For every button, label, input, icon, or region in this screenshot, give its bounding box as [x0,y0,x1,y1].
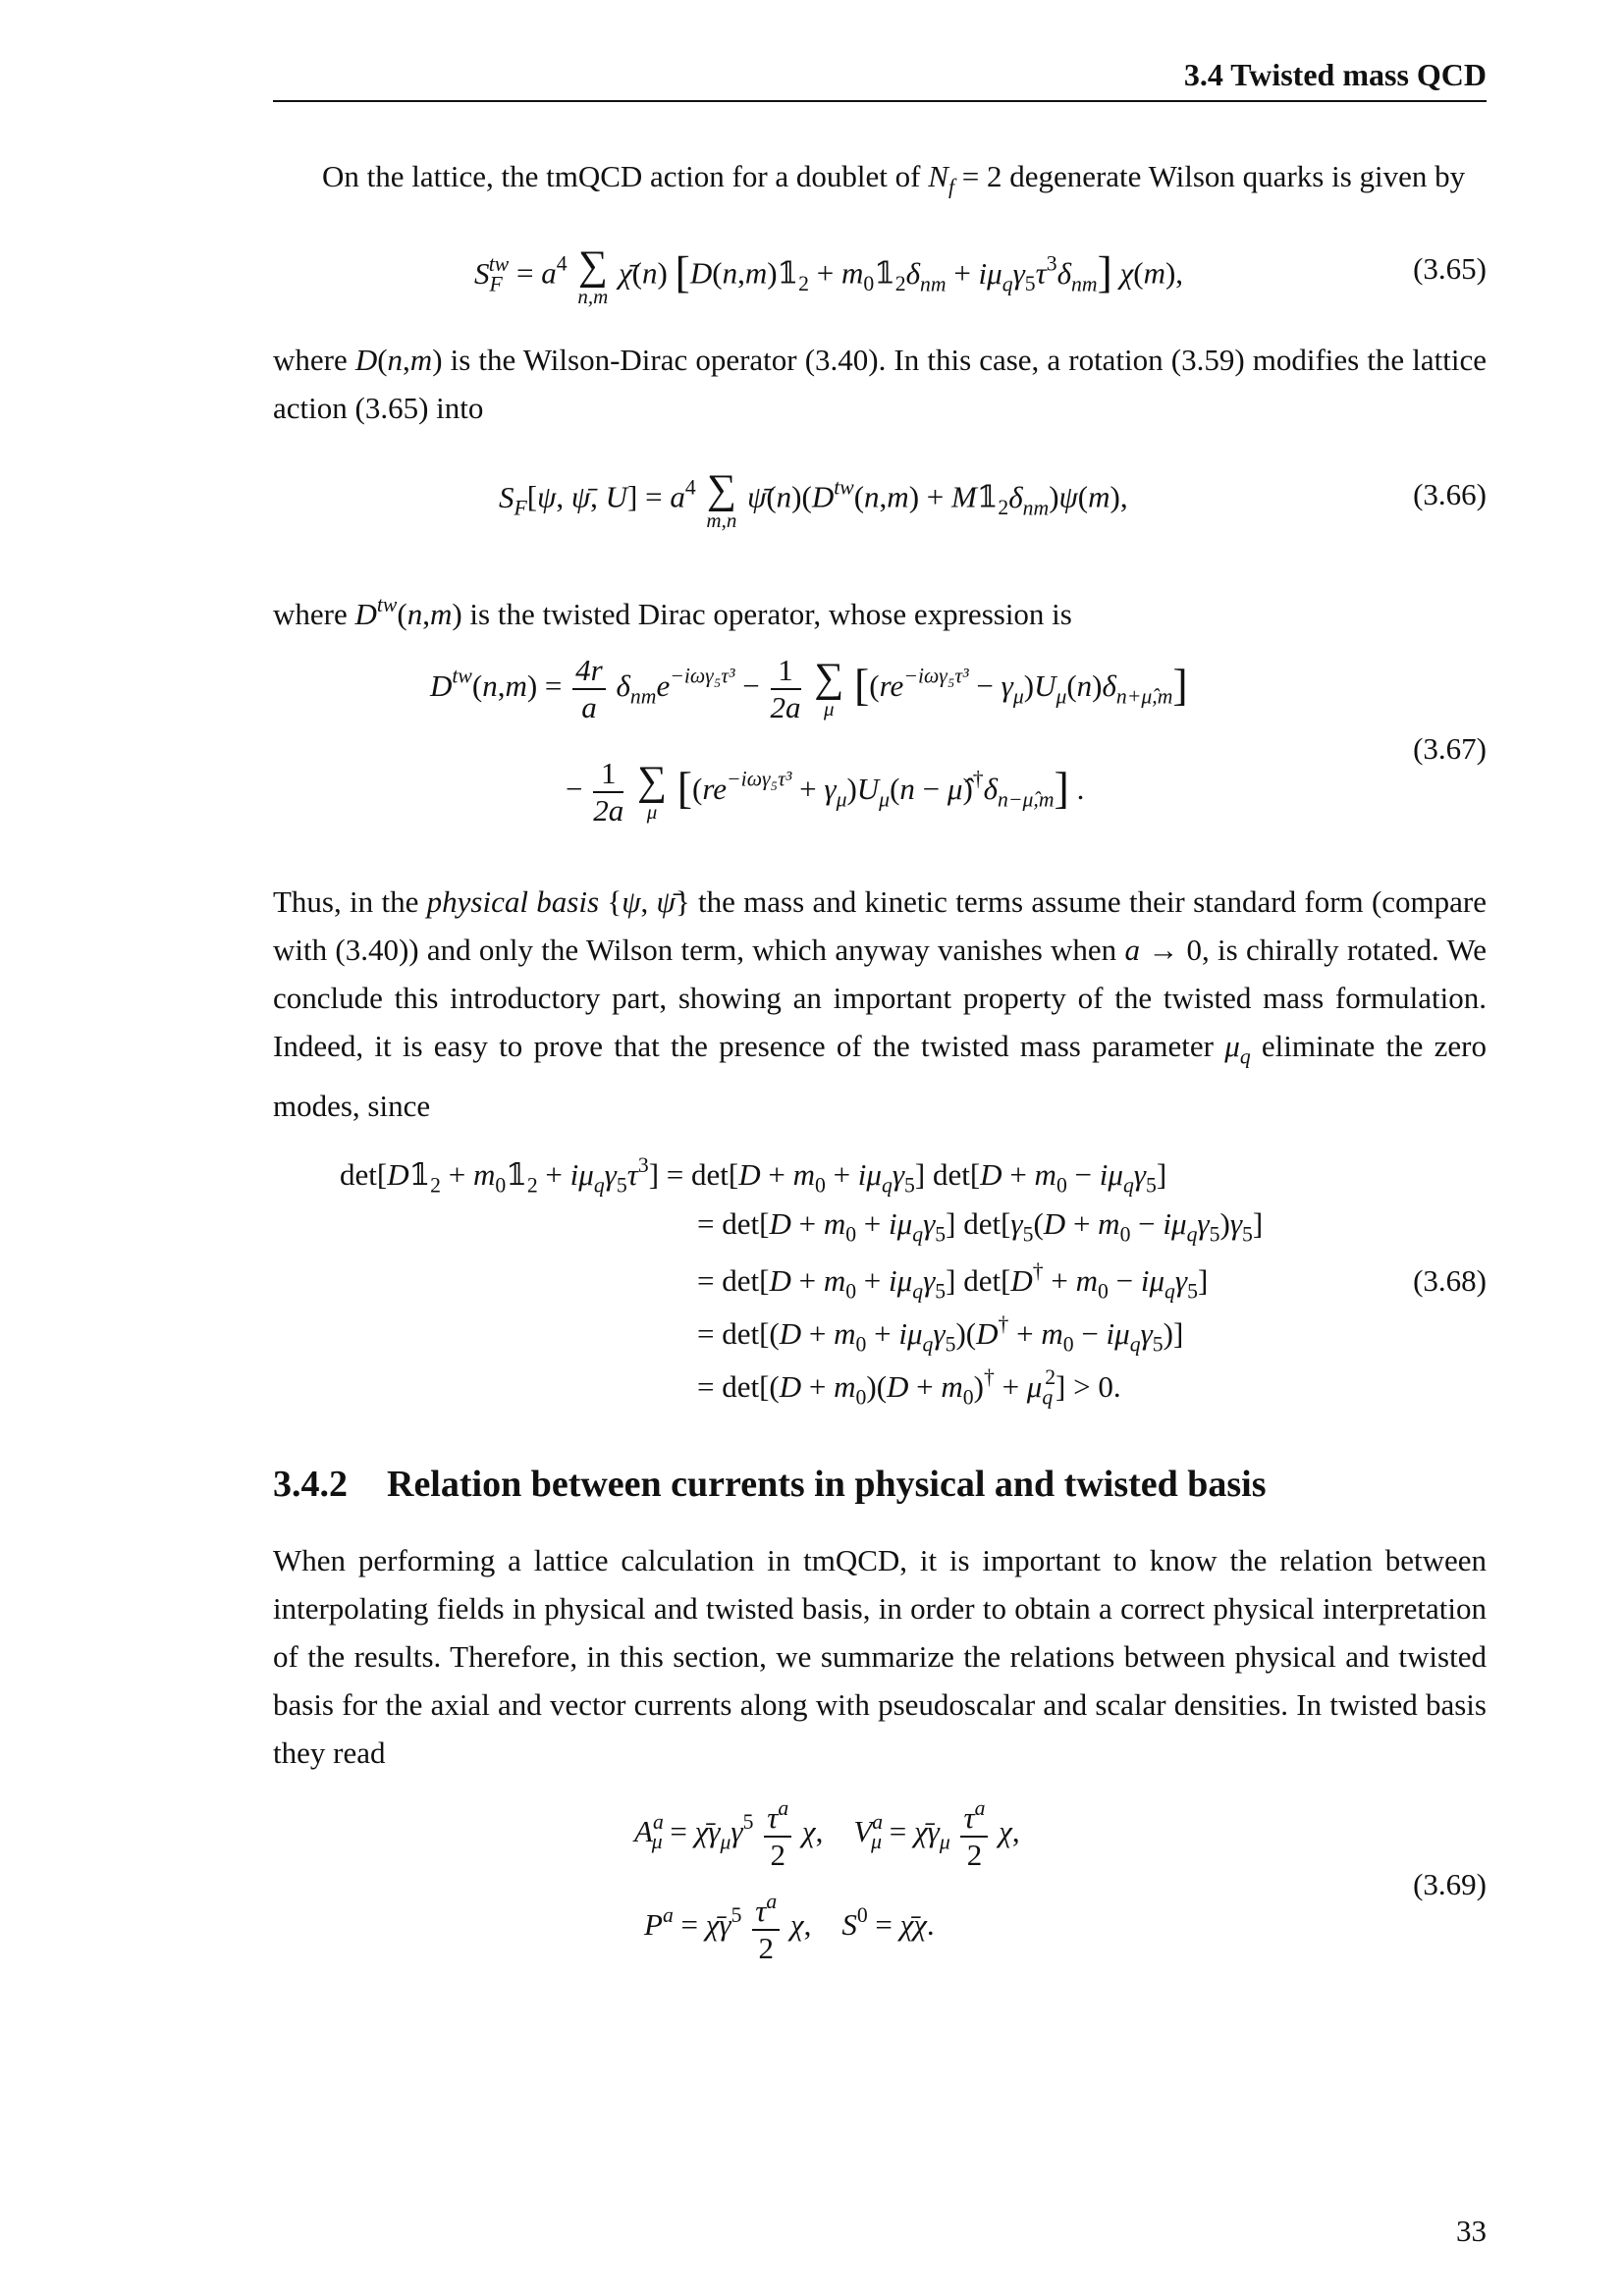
paragraph-intro [273,152,1487,212]
equation-3-68-line-2: = $\det[D + m_0 + i\mu_q\gamma_5]$ $\det[\gamma_5(D + m_0 - i\mu_q\gamma_5)\gamma_5]$ [697,1206,1264,1247]
paragraph-wilson-dirac: where D(n,m) is the Wilson-Dirac operator (3.40). In this case, a rotation (3.59) modifies the lattice action (3.65) into [273,343,1488,425]
equation-3-67-line-2: − $\frac{1}{2a}$ ∑ μ [$(re^{-i\omega\gamma_5\tau^3} + \gamma_\mu)U_\mu(n$ − $\mû)^\dagger\delta_{n-\mû,m}$] . [566,756,1085,828]
physical-basis-term: physical basis [426,884,600,919]
paragraph-physical-basis: Thus, in the physical basis {ψ, ψ̄} the mass and kinetic terms assume their standard form (compare with (3.40)) and only the Wilson term, which anyway vanishes when a → 0, is chirally rotated. We conclude this introductory part, showing an important property of the twisted mass formulation. Indeed, it is easy to prove that the presence of the twisted mass parameter $\mu_q$ eliminate the zero modes, since [273,884,1488,1123]
equation-3-68-line-5: = $\det[(D + m_0)(D + m_0)^\dagger + \mu_q^2] > 0$. [697,1365,1121,1410]
equation-number-3-66: (3.66) [1413,477,1487,511]
equation-3-66 [273,469,1487,548]
equation-3-68-line-3: = $\det[D + m_0 + i\mu_q\gamma_5]$ $\det[D^\dagger + m_0 - i\mu_q\gamma_5]$ [697,1259,1209,1304]
equation-3-67-line-1: $D^{tw}(n,m)$ = $\frac{4r}{a}$ $\delta_{nm}e^{-i\omega\gamma_5\tau^3}$ − $\frac{1}{2a}$ ∑ μ $[(re^{-i\omega\gamma_5\tau^3} - \gamma_\mu)U_\mu(n)\delta_{n+\mû,m}]$ [430,653,1188,724]
paragraph-physical-basis-lead: Thus, in the [273,884,419,919]
equation-3-68-line-1: $\det[D𝟙_2$ + $m_0𝟙_2 + i\mu_q\gamma_5\tau^3] = \det[D + m_0 + i\mu_q\gamma_5]$ $\det[D + m_0 - i\mu_q\gamma_5]$ [340,1153,1167,1198]
equation-3-65-body: $S_F^{tw} = a^4$ ∑ n,m χ̄(n) [$D(n,m)𝟙_2$ + $m_0𝟙_2\delta_{nm} + i\mu_q\gamma_5\tau^3\delta_{nm}$] χ(m), [474,243,1184,308]
equation-3-69 [273,1796,1487,1983]
page-number: 33 [1456,2214,1487,2248]
equation-3-68-line-4: = $\det[(D + m_0 + i\mu_q\gamma_5)(D^\dagger + m_0 - i\mu_q\gamma_5)]$ [697,1312,1184,1357]
equation-3-66-body: $S_F[\psi$, ψ̄, $U] = a^4$ ∑ m,n $\psī(n)(D^{tw}(n,m)$ + $M𝟙_2\delta_{nm})\psi(m)$, [499,467,1128,532]
running-head: 3.4 Twisted mass QCD [1183,57,1487,92]
section-heading [273,1463,1267,1506]
equation-number-3-67: (3.67) [1413,731,1487,766]
equation-3-67 [273,653,1487,859]
equation-3-65 [273,245,1487,324]
section-title: Relation between currents in physical and twisted basis [387,1464,1267,1505]
paragraph-twisted-dirac: where $D^{tw}(n,m)$ is the twisted Dirac operator, whose expression is [273,593,1072,632]
paragraph-intro-text: On the lattice, the tmQCD action for a doublet of $N_f = 2$ degenerate Wilson quarks is given by [322,159,1466,199]
equation-3-69-line-1: $A^a_\mu$ = $\chī\gamma_\mu\gamma^5$ $\frac{\tau^a}{2}$ χ, $V^a_\mu$ = $\chī\gamma_\mu$ $\frac{\tau^a}{2}$ χ, [634,1796,1020,1872]
section-number: 3.4.2 [273,1464,348,1505]
equation-3-68 [273,1153,1487,1418]
equation-number-3-65: (3.65) [1413,251,1487,286]
equation-number-3-69: (3.69) [1413,1867,1487,1901]
equation-number-3-68: (3.68) [1413,1263,1487,1298]
equation-3-69-line-2: $P^a$ = $\chī\gamma^5$ $\frac{\tau^a}{2}$ χ, $S^0$ = χ̄χ. [644,1890,935,1965]
paragraph-relation: When performing a lattice calculation in tmQCD, it is important to know the relation between interpolating fields in physical and twisted basis, in order to obtain a correct physical interpretation of the results. Therefore, in this section, we summarize the relations between physical and twisted basis for the axial and vector currents along with pseudoscalar and scalar densities. In twisted basis they read [273,1543,1487,1770]
header-rule [273,100,1487,102]
